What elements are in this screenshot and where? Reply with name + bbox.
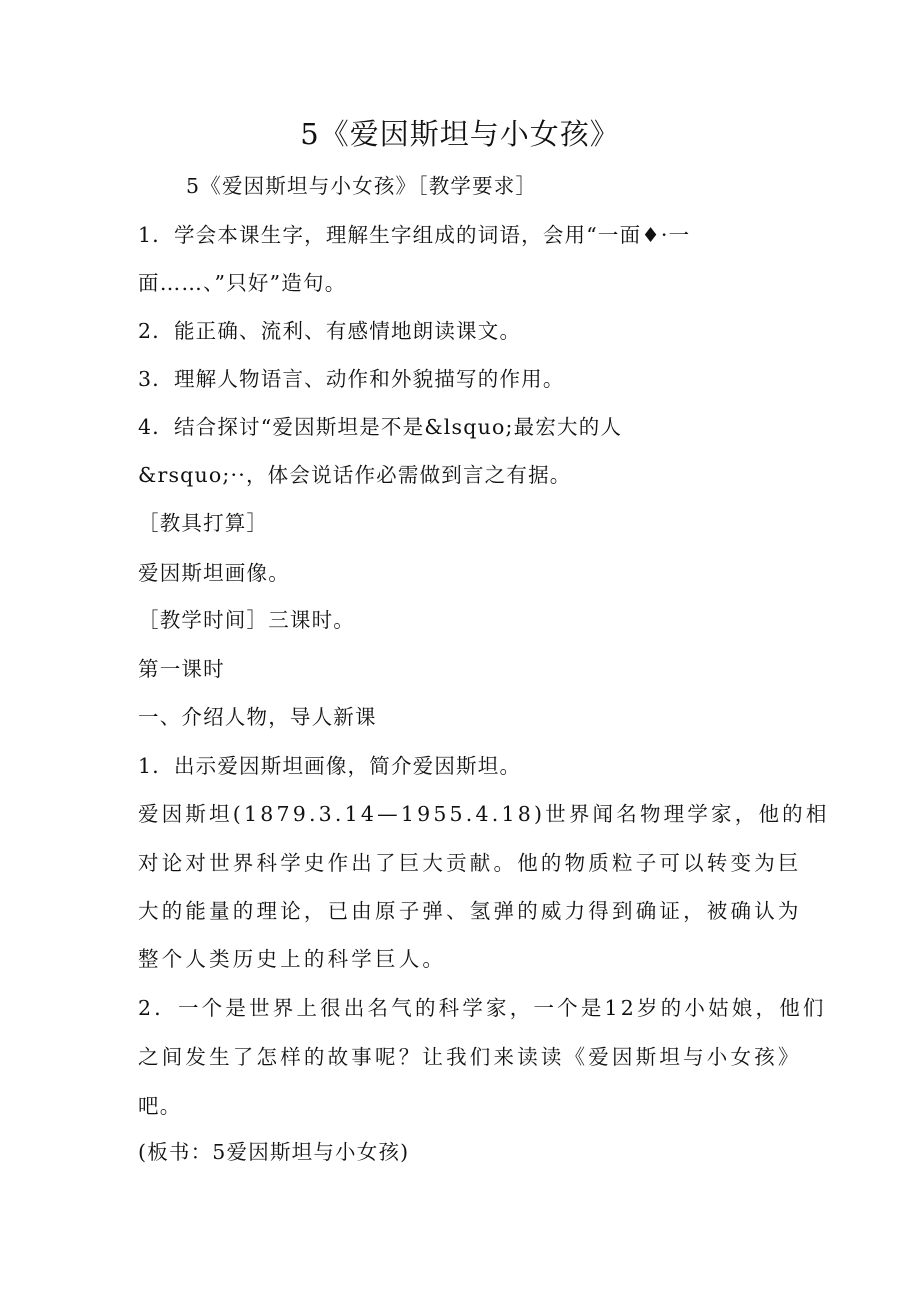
section-heading-teaching-time: ［教学时间］三课时。 — [138, 608, 355, 632]
paragraph-line: 4．结合探讨“爱因斯坦是不是&lsquo;最宏大的人 — [138, 415, 623, 439]
paragraph-line: 吧。 — [138, 1094, 182, 1118]
paragraph-line: 大的能量的理论，已由原子弹、氢弹的威力得到确证，被确认为 — [138, 899, 802, 923]
document-title: 5《爱因斯坦与小女孩》 — [300, 117, 620, 151]
section-heading-teaching-aids: ［教具打算］ — [138, 511, 269, 535]
paragraph-line: 2．一个是世界上很出名气的科学家，一个是12岁的小姑娘，他们 — [138, 996, 827, 1020]
paragraph-line: 1．学会本课生字，理解生字组成的词语，会用“一面♦·一 — [138, 223, 691, 247]
paragraph-line: 爱因斯坦画像。 — [138, 561, 290, 585]
paragraph-line: 面……、”只好”造句。 — [138, 271, 347, 295]
paragraph-line: 之间发生了怎样的故事呢？让我们来读读《爱因斯坦与小女孩》 — [138, 1045, 802, 1069]
subtitle-teaching-requirements: 5《爱因斯坦与小女孩》［教学要求］ — [186, 174, 538, 198]
paragraph-line: 整个人类历史上的科学巨人。 — [138, 947, 447, 971]
paragraph-line: 对论对世界科学史作出了巨大贡献。他的物质粒子可以转变为巨 — [138, 851, 802, 875]
paragraph-line: &rsquo;··，体会说话作必需做到言之有据。 — [138, 463, 572, 487]
section-heading-introduction: 一、介绍人物，导人新课 — [138, 705, 377, 729]
paragraph-line: 爱因斯坦(1879.3.14—1955.4.18)世界闻名物理学家，他的相 — [138, 802, 830, 826]
paragraph-line: 2．能正确、流利、有感情地朗读课文。 — [138, 319, 522, 343]
paragraph-line: 1．出示爱因斯坦画像，简介爱因斯坦。 — [138, 754, 522, 778]
paragraph-line: 3．理解人物语言、动作和外貌描写的作用。 — [138, 367, 565, 391]
board-writing-note: (板书：5爱因斯坦与小女孩) — [138, 1140, 410, 1164]
section-heading-first-lesson: 第一课时 — [138, 657, 225, 681]
